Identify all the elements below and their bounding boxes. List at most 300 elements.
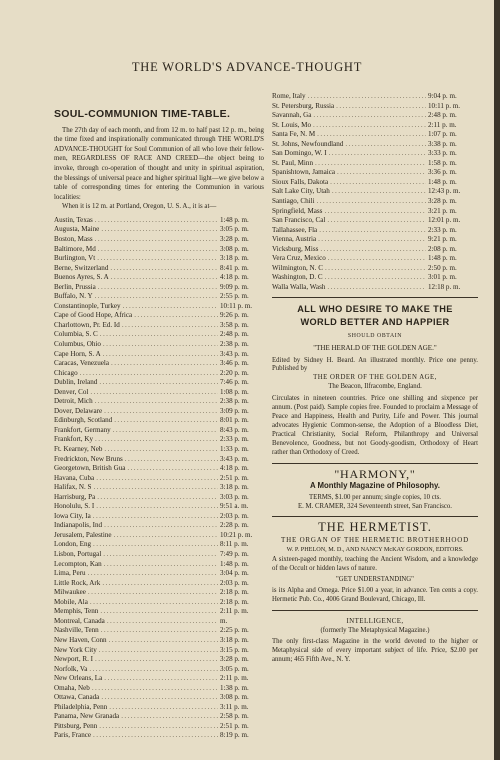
dot-leader bbox=[330, 178, 426, 188]
book-spine-edge bbox=[494, 0, 500, 760]
time-table-intro-portland: When it is 12 m. at Portland, Oregon, U. S. A., it is at— bbox=[62, 203, 217, 211]
city-name: Ottawa, Canada bbox=[54, 693, 100, 702]
harmony-title: "HARMONY," bbox=[334, 466, 416, 481]
local-time: 9:51 a. m. bbox=[220, 502, 249, 511]
local-time: 3:18 p. m. bbox=[220, 635, 249, 644]
time-table-row bbox=[54, 626, 264, 636]
time-table-row bbox=[272, 121, 478, 131]
local-time: 2:48 p. m. bbox=[428, 111, 457, 120]
divider bbox=[272, 463, 478, 464]
local-time: 2:48 p. m. bbox=[220, 330, 249, 339]
city-name: Springfield, Mass bbox=[272, 206, 323, 215]
time-table-row bbox=[54, 502, 264, 512]
time-table-row bbox=[54, 531, 264, 541]
local-time: 2:28 p. m. bbox=[220, 521, 249, 530]
local-time: 2:11 p. m. bbox=[220, 607, 249, 616]
city-name: Walla Walla, Wash bbox=[272, 282, 326, 291]
time-table-right-list bbox=[272, 92, 478, 292]
time-table-row bbox=[54, 283, 264, 293]
local-time: 2:11 p. m. bbox=[428, 120, 457, 129]
local-time: 1:48 p. m. bbox=[220, 215, 249, 224]
dot-leader bbox=[104, 560, 218, 570]
hermetist-body-1: A sixteen-paged monthly, teaching the Ancient Wisdom, and a knowledge of the Occult or hidden laws of nature. bbox=[272, 556, 478, 573]
time-table-row bbox=[54, 684, 264, 694]
time-table-row bbox=[54, 455, 264, 465]
time-table-row bbox=[272, 226, 478, 236]
local-time: 8:19 p. m. bbox=[220, 731, 249, 740]
dot-leader bbox=[93, 512, 218, 522]
local-time: 8:43 p. m. bbox=[220, 425, 249, 434]
time-table-row bbox=[54, 273, 264, 283]
local-time: 4:18 p. m. bbox=[220, 273, 249, 282]
city-name: Vicksburg, Miss bbox=[272, 244, 319, 253]
time-table-row bbox=[54, 483, 264, 493]
city-name: Washington, D. C bbox=[272, 273, 323, 282]
local-time: 1:48 p. m. bbox=[220, 559, 249, 568]
city-name: Memphis, Tenn bbox=[54, 607, 99, 616]
city-name: Frankfort, Ky bbox=[54, 435, 94, 444]
time-table-row bbox=[54, 388, 264, 398]
time-table-row bbox=[272, 140, 478, 150]
city-name: Montreal, Canada bbox=[54, 616, 105, 625]
dot-leader bbox=[88, 569, 218, 579]
local-time: 3:58 p. m. bbox=[220, 320, 249, 329]
city-name: Lisbon, Portugal bbox=[54, 550, 102, 559]
city-name: San Francisco, Cal bbox=[272, 216, 326, 225]
time-table-row bbox=[54, 579, 264, 589]
time-table-row bbox=[54, 674, 264, 684]
local-time: 10:11 p. m. bbox=[220, 301, 253, 310]
time-table-row bbox=[272, 149, 478, 159]
herald-body: Circulates in nineteen countries. Price one shilling and sixpence per annum. (Post paid). Sample copies free. Founded to proclaim a Message of Peace and Happiness, Health and Purity, Life and Power. This journal advocates Hygienic Common-sense, the Adoption of a Bloodless Diet, Practical Christianity, Social Reform, Philanthropy and Universal Benevolence, Goodness, but not Goody-goodism, Orthodoxy of Heart rather than Orthodoxy of Creed. bbox=[272, 395, 478, 456]
city-name: Norfolk, Va bbox=[54, 664, 88, 673]
local-time: 2:18 p. m. bbox=[220, 597, 249, 606]
city-name: Ft. Kearney, Neb bbox=[54, 445, 103, 454]
dot-leader bbox=[122, 321, 218, 331]
local-time: 3:15 p. m. bbox=[220, 645, 249, 654]
time-table-row bbox=[54, 712, 264, 722]
dot-leader bbox=[98, 283, 218, 293]
time-table-row bbox=[272, 111, 478, 121]
dot-leader bbox=[98, 245, 218, 255]
time-table-row bbox=[54, 254, 264, 264]
city-name: Harrisburg, Pa bbox=[54, 492, 96, 501]
city-name: Burlington, Vt bbox=[54, 254, 96, 263]
local-time: 3:21 p. m. bbox=[428, 206, 457, 215]
local-time: 1:58 p. m. bbox=[428, 158, 457, 167]
city-name: Jerusalem, Palestine bbox=[54, 530, 112, 539]
dot-leader bbox=[332, 187, 426, 197]
time-table-row bbox=[54, 474, 264, 484]
local-time: 3:05 p. m. bbox=[220, 225, 249, 234]
local-time: 12:01 p. m. bbox=[428, 216, 461, 225]
dot-leader bbox=[100, 330, 218, 340]
time-table-row bbox=[272, 235, 478, 245]
time-table-row bbox=[272, 168, 478, 178]
local-time: 1:08 p. m. bbox=[220, 387, 249, 396]
hermetist-organ: THE ORGAN OF THE HERMETIC BROTHERHOOD bbox=[281, 536, 469, 544]
dot-leader bbox=[102, 579, 218, 589]
city-name: Sioux Falls, Dakota bbox=[272, 177, 329, 186]
city-name: San Domingo, W. I bbox=[272, 149, 327, 158]
time-table-row bbox=[54, 655, 264, 665]
dot-leader bbox=[97, 254, 218, 264]
city-name: Santiago, Chili bbox=[272, 197, 315, 206]
time-table-row bbox=[272, 273, 478, 283]
city-name: Havana, Cuba bbox=[54, 473, 95, 482]
time-table-row bbox=[54, 225, 264, 235]
dot-leader bbox=[327, 283, 426, 293]
time-table-row bbox=[272, 92, 478, 102]
herald-editor-line: Edited by Sidney H. Beard. An illustrated monthly. Price one penny. Published by bbox=[272, 356, 478, 373]
local-time: 3:28 p. m. bbox=[220, 655, 249, 664]
local-time: 1:33 p. m. bbox=[220, 445, 249, 454]
city-name: Milwaukee bbox=[54, 588, 86, 597]
time-table-row bbox=[54, 569, 264, 579]
time-table-row bbox=[54, 636, 264, 646]
local-time: 2:38 p. m. bbox=[220, 397, 249, 406]
local-time: 3:09 p. m. bbox=[220, 406, 249, 415]
city-name: St. Paul, Minn bbox=[272, 158, 313, 167]
local-time: 10:21 p. m. bbox=[220, 530, 253, 539]
herald-order: THE ORDER OF THE GOLDEN AGE, bbox=[313, 374, 437, 382]
local-time: 2:38 p. m. bbox=[220, 340, 249, 348]
local-time: 1:38 p. m. bbox=[220, 683, 249, 692]
time-table-row bbox=[272, 178, 478, 188]
local-time: 2:33 p. m. bbox=[428, 225, 457, 234]
left-column bbox=[54, 110, 264, 741]
dot-leader bbox=[95, 435, 218, 445]
dot-leader bbox=[313, 121, 426, 131]
time-table-row bbox=[54, 378, 264, 388]
city-name: Rome, Italy bbox=[272, 92, 306, 100]
city-name: Dover, Delaware bbox=[54, 406, 103, 415]
time-table-row bbox=[272, 207, 478, 217]
local-time: 8:01 p. m. bbox=[220, 416, 249, 425]
dot-leader bbox=[113, 426, 218, 436]
dot-leader bbox=[328, 254, 426, 264]
dot-leader bbox=[319, 226, 426, 236]
time-table-row bbox=[54, 397, 264, 407]
hermetist-quote: "GET UNDERSTANDING" bbox=[336, 576, 414, 584]
dot-leader bbox=[103, 550, 218, 560]
dot-leader bbox=[95, 397, 218, 407]
time-table-row bbox=[54, 493, 264, 503]
city-name: Panama, New Granada bbox=[54, 712, 120, 721]
city-name: St. Petersburg, Russia bbox=[272, 101, 335, 110]
local-time: 2:51 p. m. bbox=[220, 473, 249, 482]
intelligence-subtitle: (formerly The Metaphysical Magazine.) bbox=[320, 626, 430, 634]
dot-leader bbox=[88, 588, 218, 598]
herald-heading-line-1: ALL WHO DESIRE TO MAKE THE bbox=[297, 304, 453, 315]
dot-leader bbox=[317, 197, 426, 207]
hermetist-title: THE HERMETIST. bbox=[318, 520, 432, 535]
time-table-row bbox=[54, 550, 264, 560]
local-time: 3:08 p. m. bbox=[220, 693, 249, 702]
city-name: Charlottown, Pr. Ed. Id bbox=[54, 320, 120, 329]
divider bbox=[272, 516, 478, 517]
city-name: Columbus, Ohio bbox=[54, 340, 101, 348]
dot-leader bbox=[345, 140, 426, 150]
dot-leader bbox=[109, 703, 218, 713]
time-table-row bbox=[54, 416, 264, 426]
local-time: 3:43 p. m. bbox=[220, 454, 249, 463]
local-time: 2:03 p. m. bbox=[220, 511, 249, 520]
city-name: Nashville, Tenn bbox=[54, 626, 99, 635]
city-name: Mobile, Ala bbox=[54, 597, 88, 606]
local-time: 2:50 p. m. bbox=[428, 263, 457, 272]
time-table-row bbox=[54, 369, 264, 379]
city-name: Berlin, Prussia bbox=[54, 282, 96, 291]
city-name: Dublin, Ireland bbox=[54, 378, 98, 387]
time-table-row bbox=[54, 521, 264, 531]
time-table-row bbox=[54, 340, 264, 350]
time-table-row bbox=[54, 512, 264, 522]
city-name: New Haven, Conn bbox=[54, 635, 107, 644]
time-table-row bbox=[54, 598, 264, 608]
local-time: 8:11 p. m. bbox=[220, 540, 249, 549]
dot-leader bbox=[123, 302, 218, 312]
dot-leader bbox=[109, 636, 218, 646]
time-table-row bbox=[54, 722, 264, 732]
city-name: Lecompton, Kan bbox=[54, 559, 102, 568]
local-time: 3:03 p. m. bbox=[220, 492, 249, 501]
time-table-row bbox=[54, 302, 264, 312]
local-time: 12:18 p. m. bbox=[428, 282, 461, 291]
dot-leader bbox=[100, 607, 218, 617]
dot-leader bbox=[318, 235, 426, 245]
dot-leader bbox=[111, 273, 218, 283]
time-table-row bbox=[54, 292, 264, 302]
dot-leader bbox=[325, 273, 426, 283]
dot-leader bbox=[93, 731, 218, 741]
city-name: Savannah, Ga bbox=[272, 111, 312, 120]
local-time: 3:01 p. m. bbox=[428, 273, 457, 282]
city-name: London, Eng bbox=[54, 540, 92, 549]
time-table-row bbox=[272, 264, 478, 274]
dot-leader bbox=[337, 168, 426, 178]
divider bbox=[272, 610, 478, 611]
time-table-row bbox=[54, 607, 264, 617]
dot-leader bbox=[121, 712, 218, 722]
time-table-row bbox=[272, 197, 478, 207]
city-name: Buffalo, N. Y bbox=[54, 292, 93, 301]
time-table-row bbox=[54, 435, 264, 445]
dot-leader bbox=[99, 646, 218, 656]
dot-leader bbox=[95, 216, 218, 226]
time-table-row bbox=[272, 254, 478, 264]
local-time: 2:51 p. m. bbox=[220, 721, 249, 730]
local-time: 2:03 p. m. bbox=[220, 578, 249, 587]
dot-leader bbox=[325, 264, 426, 274]
city-name: Cape of Good Hope, Africa bbox=[54, 311, 133, 320]
city-name: Chicago bbox=[54, 368, 78, 377]
local-time: 1:48 p. m. bbox=[428, 254, 457, 263]
city-name: Vienna, Austria bbox=[272, 235, 317, 244]
city-name: Omaha, Neb bbox=[54, 683, 90, 692]
city-name: Georgetown, British Gua bbox=[54, 464, 126, 473]
time-table-row bbox=[54, 311, 264, 321]
dot-leader bbox=[90, 598, 218, 608]
herald-address: The Beacon, Ilfracombe, England. bbox=[328, 383, 422, 391]
local-time: m. bbox=[220, 616, 228, 625]
dot-leader bbox=[104, 674, 218, 684]
city-name: Halifax, N. S bbox=[54, 483, 92, 492]
city-name: Vera Cruz, Mexico bbox=[272, 254, 326, 263]
dot-leader bbox=[127, 464, 218, 474]
time-table-row bbox=[54, 330, 264, 340]
local-time: 3:38 p. m. bbox=[428, 139, 457, 148]
dot-leader bbox=[104, 407, 218, 417]
local-time: 10:11 p. m. bbox=[428, 101, 461, 110]
harmony-address: E. M. CRAMER, 324 Seventeenth street, San Francisco. bbox=[297, 502, 453, 510]
herald-title: "THE HERALD OF THE GOLDEN AGE." bbox=[313, 344, 437, 353]
city-name: Salt Lake City, Utah bbox=[272, 187, 330, 196]
time-table-row bbox=[272, 102, 478, 112]
time-table-row bbox=[54, 731, 264, 741]
city-name: Baltimore, Md bbox=[54, 244, 96, 253]
city-name: Lima, Peru bbox=[54, 569, 86, 578]
time-table-row bbox=[54, 245, 264, 255]
city-name: Paris, France bbox=[54, 731, 92, 740]
local-time: 2:33 p. m. bbox=[220, 435, 249, 444]
intelligence-body: The only first-class Magazine in the world devoted to the higher or Metaphysical side of every important subject of life. Price, $2.00 per annum; 465 Fifth Ave., N. Y. bbox=[272, 638, 478, 664]
time-table-row bbox=[54, 665, 264, 675]
local-time: 4:18 p. m. bbox=[220, 464, 249, 473]
dot-leader bbox=[324, 207, 426, 217]
time-table-row bbox=[272, 187, 478, 197]
city-name: Frankfort, Germany bbox=[54, 425, 111, 434]
time-table-row bbox=[54, 464, 264, 474]
dot-leader bbox=[308, 92, 427, 102]
local-time: 3:28 p. m. bbox=[220, 234, 249, 243]
dot-leader bbox=[101, 225, 218, 235]
dot-leader bbox=[103, 340, 218, 350]
dot-leader bbox=[80, 369, 218, 379]
city-name: Tallahassee, Fla bbox=[272, 225, 318, 234]
local-time: 2:08 p. m. bbox=[428, 244, 457, 253]
time-table-row bbox=[272, 216, 478, 226]
city-name: Santa Fe, N. M bbox=[272, 130, 316, 139]
city-name: Augusta, Maine bbox=[54, 225, 100, 234]
local-time: 9:26 p. m. bbox=[220, 311, 249, 320]
city-name: Caracas, Venezuela bbox=[54, 359, 110, 368]
dot-leader bbox=[114, 531, 218, 541]
city-name: Denver, Col bbox=[54, 387, 89, 396]
local-time: 2:55 p. m. bbox=[220, 292, 249, 301]
time-table-row bbox=[54, 646, 264, 656]
local-time: 1:48 p. m. bbox=[428, 177, 457, 186]
time-table-row bbox=[54, 588, 264, 598]
time-table-left-list bbox=[54, 216, 264, 741]
city-name: Berne, Switzerland bbox=[54, 263, 109, 272]
time-table-row bbox=[54, 540, 264, 550]
time-table-row bbox=[54, 216, 264, 226]
time-table-row bbox=[272, 283, 478, 293]
time-table-row bbox=[54, 560, 264, 570]
dot-leader bbox=[92, 684, 218, 694]
time-table-title: SOUL-COMMUNION TIME-TABLE. bbox=[54, 108, 231, 120]
dot-leader bbox=[96, 502, 218, 512]
local-time: 9:04 p. m. bbox=[428, 92, 457, 100]
local-time: 3:36 p. m. bbox=[428, 168, 457, 177]
dot-leader bbox=[99, 722, 218, 732]
time-table-row bbox=[54, 426, 264, 436]
city-name: Fredrickton, New Bruns bbox=[54, 454, 123, 463]
divider bbox=[272, 297, 478, 298]
right-column bbox=[272, 92, 478, 665]
time-table-row bbox=[54, 321, 264, 331]
dot-leader bbox=[93, 483, 218, 493]
dot-leader bbox=[97, 493, 218, 503]
local-time: 2:25 p. m. bbox=[220, 626, 249, 635]
city-name: Edinburgh, Scotland bbox=[54, 416, 113, 425]
city-name: Philadelphia, Penn bbox=[54, 702, 108, 711]
city-name: Wilmington, N. C bbox=[272, 263, 323, 272]
harmony-subtitle: A Monthly Magazine of Philosophy. bbox=[310, 481, 440, 491]
harmony-terms: TERMS, $1.00 per annum; single copies, 10 cts. bbox=[309, 493, 441, 501]
dot-leader bbox=[125, 455, 218, 465]
dot-leader bbox=[89, 665, 218, 675]
dot-leader bbox=[315, 159, 426, 169]
city-name: New York City bbox=[54, 645, 97, 654]
city-name: St. Johns, Newfoundland bbox=[272, 139, 344, 148]
intelligence-title: INTELLIGENCE, bbox=[346, 616, 404, 625]
local-time: 9:21 p. m. bbox=[428, 235, 457, 244]
local-time: 2:58 p. m. bbox=[220, 712, 249, 721]
hermetist-body-2: is its Alpha and Omega. Price $1.00 a year, in advance. Ten cents a copy. Hermetic Pub. Co., 4006 Grand Boulevard, Chicago, Ill. bbox=[272, 587, 478, 604]
city-name: Boston, Mass bbox=[54, 234, 93, 243]
time-table-row bbox=[54, 264, 264, 274]
dot-leader bbox=[320, 245, 426, 255]
local-time: 7:46 p. m. bbox=[220, 378, 249, 387]
time-table-row bbox=[54, 359, 264, 369]
time-table-row bbox=[272, 245, 478, 255]
local-time: 1:07 p. m. bbox=[428, 130, 457, 139]
dot-leader bbox=[110, 264, 218, 274]
time-table-row bbox=[54, 350, 264, 360]
local-time: 3:18 p. m. bbox=[220, 254, 249, 263]
dot-leader bbox=[95, 235, 218, 245]
city-name: Iowa City, Ia bbox=[54, 511, 91, 520]
local-time: 3:43 p. m. bbox=[220, 349, 249, 358]
city-name: Constantinople, Turkey bbox=[54, 301, 121, 310]
local-time: 8:41 p. m. bbox=[220, 263, 249, 272]
hermetist-editors: W. P. PHELON, M. D., AND NANCY McKAY GORDON, EDITORS. bbox=[286, 545, 464, 553]
time-table-row bbox=[54, 693, 264, 703]
local-time: 3:33 p. m. bbox=[428, 149, 457, 158]
dot-leader bbox=[99, 378, 218, 388]
dot-leader bbox=[111, 359, 218, 369]
local-time: 3:28 p. m. bbox=[428, 197, 457, 206]
city-name: Indianapolis, Ind bbox=[54, 521, 103, 530]
local-time: 3:18 p. m. bbox=[220, 483, 249, 492]
local-time: 3:08 p. m. bbox=[220, 244, 249, 253]
local-time: 2:18 p. m. bbox=[220, 588, 249, 597]
herald-should-obtain: SHOULD OBTAIN bbox=[347, 333, 403, 340]
dot-leader bbox=[96, 474, 218, 484]
local-time: 2:11 p. m. bbox=[220, 674, 249, 683]
time-table-row bbox=[272, 130, 478, 140]
local-time: 3:11 p. m. bbox=[220, 702, 249, 711]
city-name: Little Rock, Ark bbox=[54, 578, 101, 587]
time-table-row bbox=[54, 407, 264, 417]
dot-leader bbox=[101, 693, 218, 703]
herald-heading-line-2: WORLD BETTER AND HAPPIER bbox=[300, 317, 450, 328]
city-name: Cape Horn, S. A bbox=[54, 349, 101, 358]
dot-leader bbox=[95, 655, 218, 665]
dot-leader bbox=[104, 445, 218, 455]
